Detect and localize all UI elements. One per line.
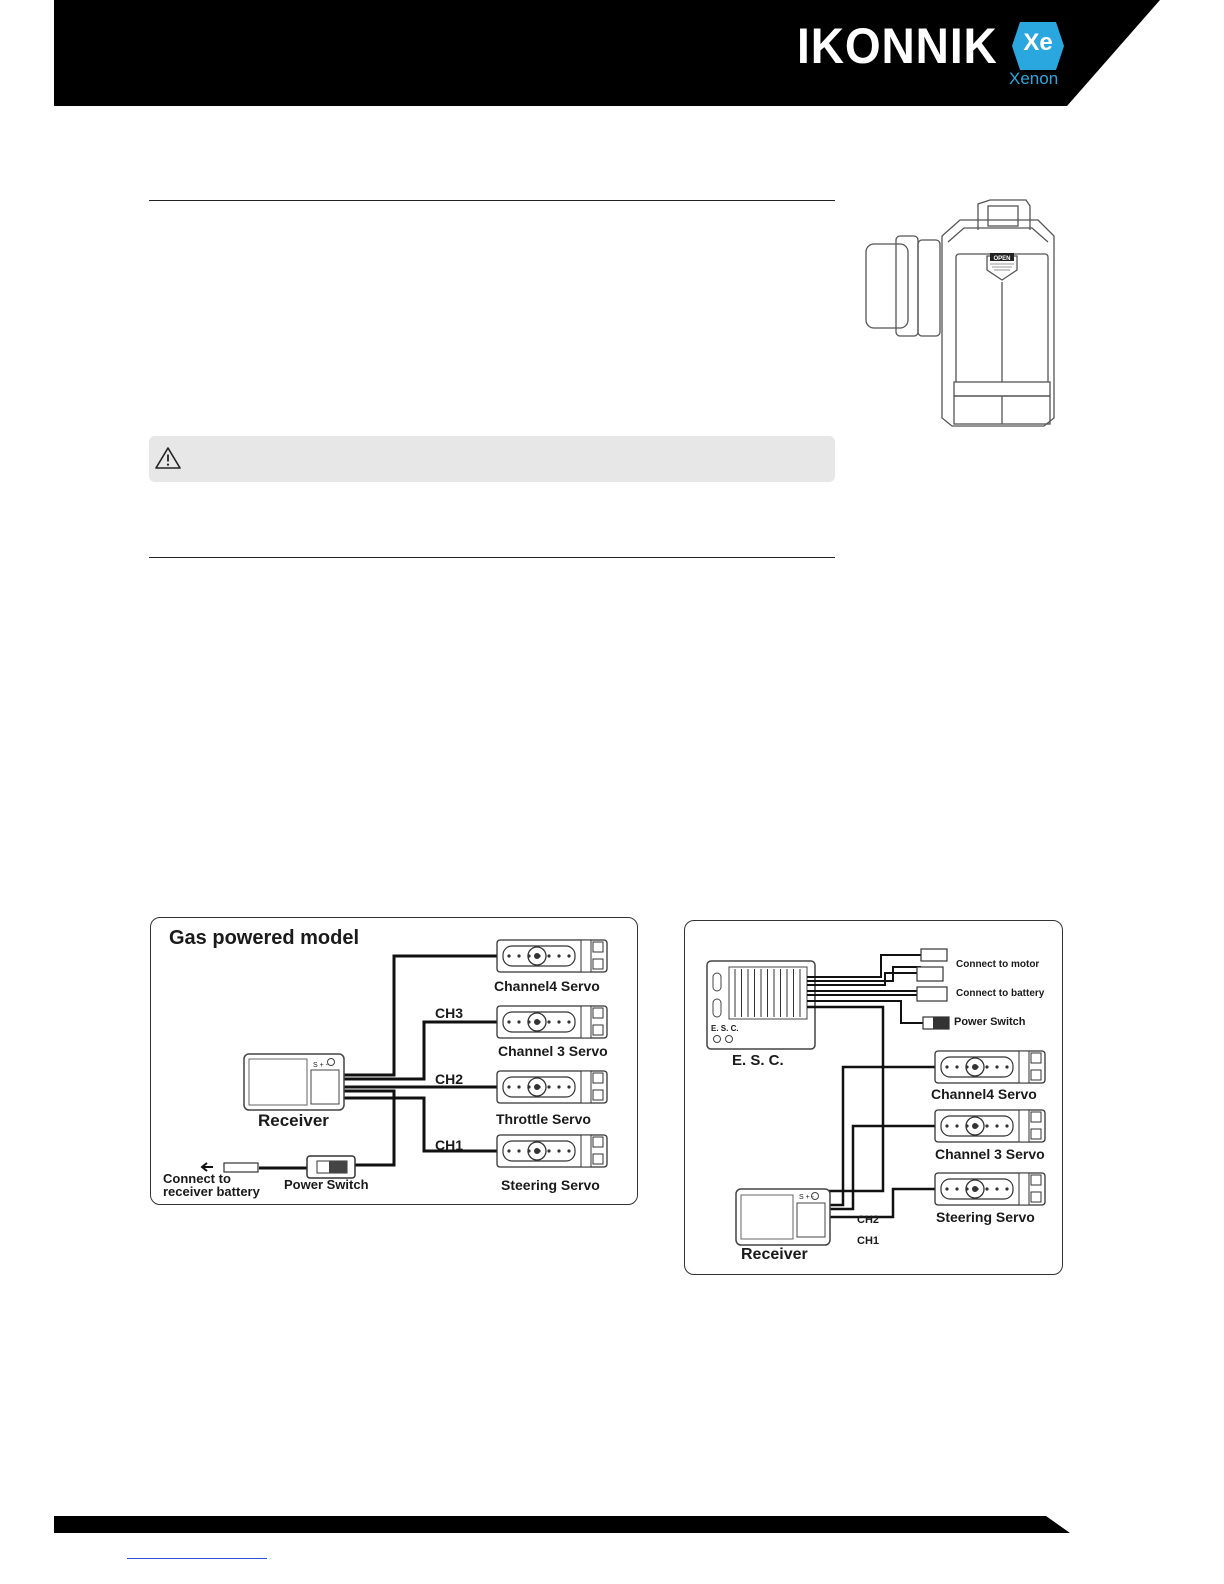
- footer-link-underline[interactable]: [127, 1558, 267, 1559]
- connect-to-battery-label: Connect to battery: [956, 988, 1045, 999]
- gas-diagram-graphics: [151, 918, 637, 1204]
- badge-text: Xe: [1023, 29, 1053, 56]
- esc-channel-label-ch1: CH1: [857, 1235, 880, 1247]
- battery-label-line1: Connect to: [163, 1171, 231, 1186]
- channel4-servo-graphic: [497, 940, 607, 972]
- esc-servo-label-steering: Steering Servo: [936, 1209, 1035, 1225]
- esc-receiver-pin-label: S + -: [799, 1194, 814, 1201]
- channel-label-ch2: CH2: [435, 1071, 464, 1087]
- warning-triangle-icon: [155, 446, 181, 470]
- servo-label-channel4: Channel4 Servo: [494, 978, 600, 994]
- esc-unit: [707, 961, 815, 1049]
- servo-label-throttle: Throttle Servo: [496, 1111, 591, 1127]
- esc-channel4-servo-graphic: [935, 1051, 1045, 1083]
- footer-bar: [54, 1516, 1070, 1533]
- brand-logo-wordmark: IKONNIK: [797, 18, 998, 74]
- esc-steering-servo-graphic: [935, 1173, 1045, 1205]
- receiver-unit: [736, 1189, 830, 1245]
- esc-servo-label-channel4: Channel4 Servo: [931, 1086, 1037, 1102]
- servo-label-channel3: Channel 3 Servo: [498, 1043, 608, 1059]
- battery-label-line2: receiver battery: [163, 1184, 260, 1199]
- esc-servo-label-channel3: Channel 3 Servo: [935, 1146, 1045, 1162]
- steering-servo-graphic: [497, 1135, 607, 1167]
- transmitter-battery-door-drawing: [860, 196, 1070, 432]
- receiver-label: Receiver: [258, 1111, 329, 1130]
- receiver-unit: [244, 1054, 344, 1110]
- throttle-servo-graphic: [497, 1071, 607, 1103]
- power-switch-unit: [307, 1156, 355, 1178]
- connect-to-motor-label: Connect to motor: [956, 959, 1040, 970]
- channel3-servo-graphic: [497, 1006, 607, 1038]
- channel-label-ch1: CH1: [435, 1137, 464, 1153]
- esc-label: E. S. C.: [732, 1052, 784, 1069]
- door-open-label: OPEN: [993, 256, 1011, 262]
- esc-receiver-label: Receiver: [741, 1246, 808, 1263]
- esc-channel3-servo-graphic: [935, 1110, 1045, 1142]
- esc-channel-label-ch2: CH2: [857, 1214, 880, 1226]
- receiver-pin-label: S + -: [313, 1062, 328, 1069]
- channel-label-ch3: CH3: [435, 1005, 464, 1021]
- warning-callout: [149, 436, 835, 482]
- gas-powered-wiring-diagram: [150, 917, 638, 1205]
- esc-power-switch-label: Power Switch: [954, 1016, 1026, 1028]
- esc-small-label: E. S. C.: [711, 1024, 739, 1033]
- electric-powered-wiring-diagram: [684, 920, 1063, 1275]
- power-switch-label: Power Switch: [284, 1177, 369, 1192]
- badge-subtitle: Xenon: [1009, 69, 1059, 88]
- servo-label-steering: Steering Servo: [501, 1177, 600, 1193]
- section-divider-top: [149, 200, 835, 201]
- gas-diagram-title: Gas powered model: [169, 927, 360, 949]
- section-divider-middle: [149, 557, 835, 558]
